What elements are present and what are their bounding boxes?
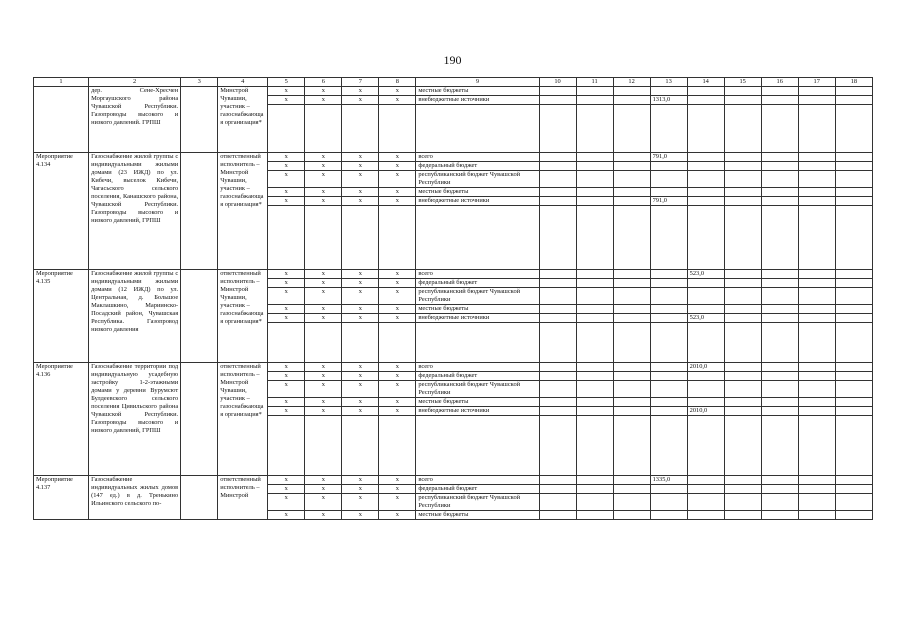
amount-cell: 791,0 xyxy=(650,197,687,206)
table-row: x x x x республиканский бюджет Чувашской Республики xyxy=(34,288,873,305)
table-row: x x x x внебюджетные источники 523,0 xyxy=(34,314,873,323)
column-number: 4 xyxy=(218,78,268,87)
table-row: дер. Сене-Хресчен Моргаушского района Чувашской Республики. Газопроводы высокого и низкого давлений. ГРПШ Минстрой Чувашии, участник – газоснабжающая организация* x x x x местные бюджеты xyxy=(34,87,873,96)
funding-source: республиканский бюджет Чувашской Республики xyxy=(416,288,539,305)
column-number: 12 xyxy=(613,78,650,87)
column-number: 14 xyxy=(687,78,724,87)
amount-cell: 1335,0 xyxy=(650,476,687,485)
funding-source: всего xyxy=(416,476,539,485)
column-number: 8 xyxy=(379,78,416,87)
funding-source: федеральный бюджет xyxy=(416,485,539,494)
column-number: 16 xyxy=(761,78,798,87)
table-row: Мероприятие 4.136 Газоснабжение территории под индивидуальную усадебную застройку 1-2-этажными домами у деревни Вурумсют Булдеевского сельского поселения Цивильского района Чувашской Республики. Газопроводы высокого и низкого давлений, ГРПШ ответственный исполнитель – Минстрой Чувашии, участник – газоснабжающая организация* x x x x всего 2010,0 xyxy=(34,363,873,372)
column-number: 11 xyxy=(576,78,613,87)
column-number: 17 xyxy=(798,78,835,87)
column-number: 1 xyxy=(34,78,89,87)
event-executor: ответственный исполнитель – Минстрой xyxy=(218,476,268,520)
event-description: Газоснабжение индивидуальных жилых домов (147 ед.) в д. Тренькино Ильинского сельского по- xyxy=(89,476,181,520)
table-row: x x x x федеральный бюджет xyxy=(34,279,873,288)
event-id: Мероприятие 4.136 xyxy=(34,363,89,476)
amount-cell: 523,0 xyxy=(687,314,724,323)
table-row: x x x x республиканский бюджет Чувашской Республики xyxy=(34,381,873,398)
funding-source: всего xyxy=(416,270,539,279)
funding-source: местные бюджеты xyxy=(416,398,539,407)
column-number: 6 xyxy=(305,78,342,87)
table-row: x x x x федеральный бюджет xyxy=(34,372,873,381)
table-row: x x x x республиканский бюджет Чувашской Республики xyxy=(34,171,873,188)
event-id-cell xyxy=(34,87,89,153)
funding-source: федеральный бюджет xyxy=(416,279,539,288)
budget-table xyxy=(33,77,873,520)
table-row: Мероприятие 4.135 Газоснабжение жилой группы с индивидуальными жилыми домами (12 ИЖД) по ул. Центральная, д. Большое Маклашкино, Мариинско-Посадский район, Чувашская Республика. Газопровод низкого давления ответственный исполнитель – Минстрой Чувашии, участник – газоснабжающая организация* x x x x всего 523,0 xyxy=(34,270,873,279)
column-number: 13 xyxy=(650,78,687,87)
event-executor: Минстрой Чувашии, участник – газоснабжающая организация* xyxy=(218,87,268,153)
event-id: Мероприятие 4.135 xyxy=(34,270,89,363)
amount-cell: 523,0 xyxy=(687,270,724,279)
funding-source: республиканский бюджет Чувашской Республики xyxy=(416,494,539,511)
event-id: Мероприятие 4.134 xyxy=(34,153,89,270)
event-description: Газоснабжение жилой группы с индивидуальными жилыми домами (12 ИЖД) по ул. Центральная, д. Большое Маклашкино, Мариинско-Посадский район, Чувашская Республика. Газопровод низкого давления xyxy=(89,270,181,363)
column-number: 2 xyxy=(89,78,181,87)
event-executor: ответственный исполнитель – Минстрой Чувашии, участник – газоснабжающая организация* xyxy=(218,363,268,476)
table-row: Мероприятие 4.137 Газоснабжение индивидуальных жилых домов (147 ед.) в д. Тренькино Ильинского сельского по- ответственный исполнитель – Минстрой x x x x всего 1335,0 xyxy=(34,476,873,485)
event-description: дер. Сене-Хресчен Моргаушского района Чувашской Республики. Газопроводы высокого и низкого давлений. ГРПШ xyxy=(89,87,181,153)
table-row: x x x x внебюджетные источники 1313,0 xyxy=(34,96,873,105)
table-row: x x x x внебюджетные источники 2010,0 xyxy=(34,407,873,416)
table-row: x x x x федеральный бюджет xyxy=(34,485,873,494)
funding-source: федеральный бюджет xyxy=(416,162,539,171)
funding-source: республиканский бюджет Чувашской Республики xyxy=(416,171,539,188)
event-executor: ответственный исполнитель – Минстрой Чувашии, участник – газоснабжающая организация* xyxy=(218,270,268,363)
event-executor: ответственный исполнитель – Минстрой Чувашии, участник – газоснабжающая организация* xyxy=(218,153,268,270)
event-description: Газоснабжение жилой группы с индивидуальными жилыми домами (23 ИЖД) по ул. Кибечи, выселок Кибечи, Чагасьского сельского поселения, Канашского района, Чувашской Республики. Газопроводы высокого и низкого давлений, ГРПШ xyxy=(89,153,181,270)
funding-source: местные бюджеты xyxy=(416,305,539,314)
funding-source: местные бюджеты xyxy=(416,188,539,197)
table-row: x x x x местные бюджеты xyxy=(34,398,873,407)
funding-source: внебюджетные источники xyxy=(416,314,539,323)
table-row: Мероприятие 4.134 Газоснабжение жилой группы с индивидуальными жилыми домами (23 ИЖД) по ул. Кибечи, выселок Кибечи, Чагасьского сельского поселения, Канашского района, Чувашской Республики. Газопроводы высокого и низкого давлений, ГРПШ ответственный исполнитель – Минстрой Чувашии, участник – газоснабжающая организация* x x x x всего 791,0 xyxy=(34,153,873,162)
table-row: x x x x местные бюджеты xyxy=(34,305,873,314)
funding-source: федеральный бюджет xyxy=(416,372,539,381)
amount-cell: 791,0 xyxy=(650,153,687,162)
column-number: 9 xyxy=(416,78,539,87)
funding-source: всего xyxy=(416,153,539,162)
funding-source: всего xyxy=(416,363,539,372)
column-number-row xyxy=(34,78,873,87)
column-number: 3 xyxy=(181,78,218,87)
funding-source: внебюджетные источники xyxy=(416,407,539,416)
amount-cell: 2010,0 xyxy=(687,363,724,372)
amount-cell: 2010,0 xyxy=(687,407,724,416)
funding-source: республиканский бюджет Чувашской Республики xyxy=(416,381,539,398)
table-row: x x x x внебюджетные источники 791,0 xyxy=(34,197,873,206)
funding-source: внебюджетные источники xyxy=(416,197,539,206)
table-row: x x x x местные бюджеты xyxy=(34,511,873,520)
table-row: x x x x местные бюджеты xyxy=(34,188,873,197)
column-number: 15 xyxy=(724,78,761,87)
funding-source: местные бюджеты xyxy=(416,87,539,96)
column-number: 18 xyxy=(835,78,872,87)
column-number: 7 xyxy=(342,78,379,87)
column-number: 10 xyxy=(539,78,576,87)
event-description: Газоснабжение территории под индивидуальную усадебную застройку 1-2-этажными домами у деревни Вурумсют Булдеевского сельского поселения Цивильского района Чувашской Республики. Газопроводы высокого и низкого давлений, ГРПШ xyxy=(89,363,181,476)
table-row: x x x x федеральный бюджет xyxy=(34,162,873,171)
column-number: 5 xyxy=(268,78,305,87)
amount-cell: 1313,0 xyxy=(650,96,687,105)
event-id: Мероприятие 4.137 xyxy=(34,476,89,520)
funding-source: внебюджетные источники xyxy=(416,96,539,105)
table-row: x x x x республиканский бюджет Чувашской Республики xyxy=(34,494,873,511)
page-number: 190 xyxy=(443,53,462,67)
funding-source: местные бюджеты xyxy=(416,511,539,520)
